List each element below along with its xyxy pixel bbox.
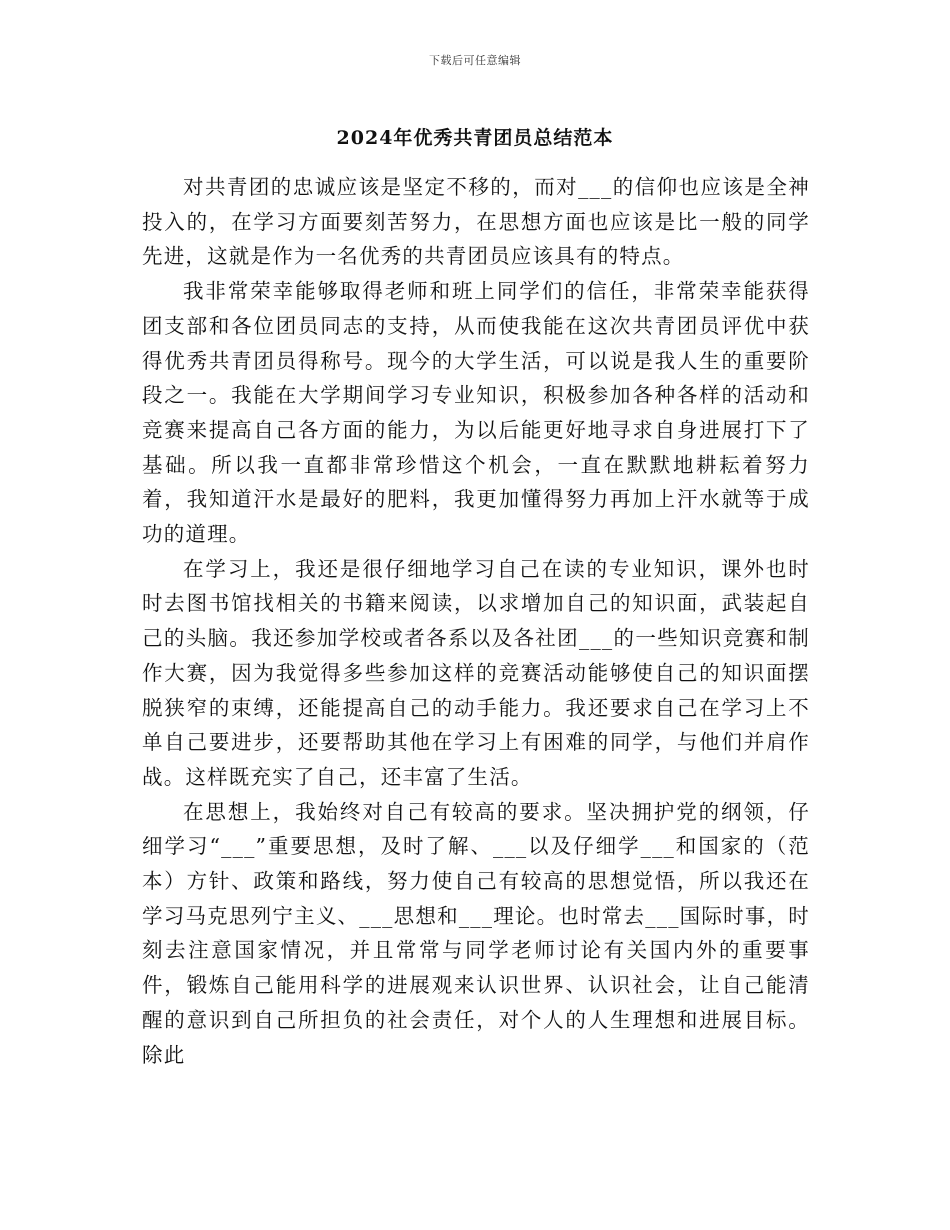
paragraph: 在学习上，我还是很仔细地学习自己在读的专业知识，课外也时时去图书馆找相关的书籍来阅读，以求增加自己的知识面，武装起自己的头脑。我还参加学校或者各系以及各社团___的一些知识竞赛和制作大赛，因为我觉得多些参加这样的竞赛活动能够使自己的知识面摆脱狭窄的束缚，还能提高自己的动手能力。我还要求自己在学习上不单自己要进步，还要帮助其他在学习上有困难的同学，与他们并肩作战。这样既充实了自己，还丰富了生活。 [142, 556, 810, 789]
paragraph: 对共青团的忠诚应该是坚定不移的，而对___的信仰也应该是全神投入的，在学习方面要刻苦努力，在思想方面也应该是比一般的同学先进，这就是作为一名优秀的共青团员应该具有的特点。 [142, 175, 810, 269]
paragraph: 我非常荣幸能够取得老师和班上同学们的信任，非常荣幸能获得团支部和各位团员同志的支持，从而使我能在这次共青团员评优中获得优秀共青团员得称号。现今的大学生活，可以说是我人生的重要阶段之一。我能在大学期间学习专业知识，积极参加各种各样的活动和竞赛来提高自己各方面的能力，为以后能更好地寻求自身进展打下了基础。所以我一直都非常珍惜这个机会，一直在默默地耕耘着努力着，我知道汗水是最好的肥料，我更加懂得努力再加上汗水就等于成功的道理。 [142, 279, 810, 547]
document-body [142, 170, 810, 1072]
header-note: 下载后可任意编辑 [429, 54, 521, 67]
paragraph: 在思想上，我始终对自己有较高的要求。坚决拥护党的纲领，仔细学习“___”重要思想，及时了解、___以及仔细学___和国家的（范本）方针、政策和路线，努力使自己有较高的思想觉悟，所以我还在学习马克思列宁主义、___思想和___理论。也时常去___国际时事，时刻去注意国家情况，并且常常与同学老师讨论有关国内外的重要事件，锻炼自己能用科学的进展观来认识世界、认识社会，让自己能清醒的意识到自己所担负的社会责任，对个人的人生理想和进展目标。除此 [142, 799, 810, 1067]
document-title: 2024年优秀共青团员总结范本 [336, 127, 614, 149]
